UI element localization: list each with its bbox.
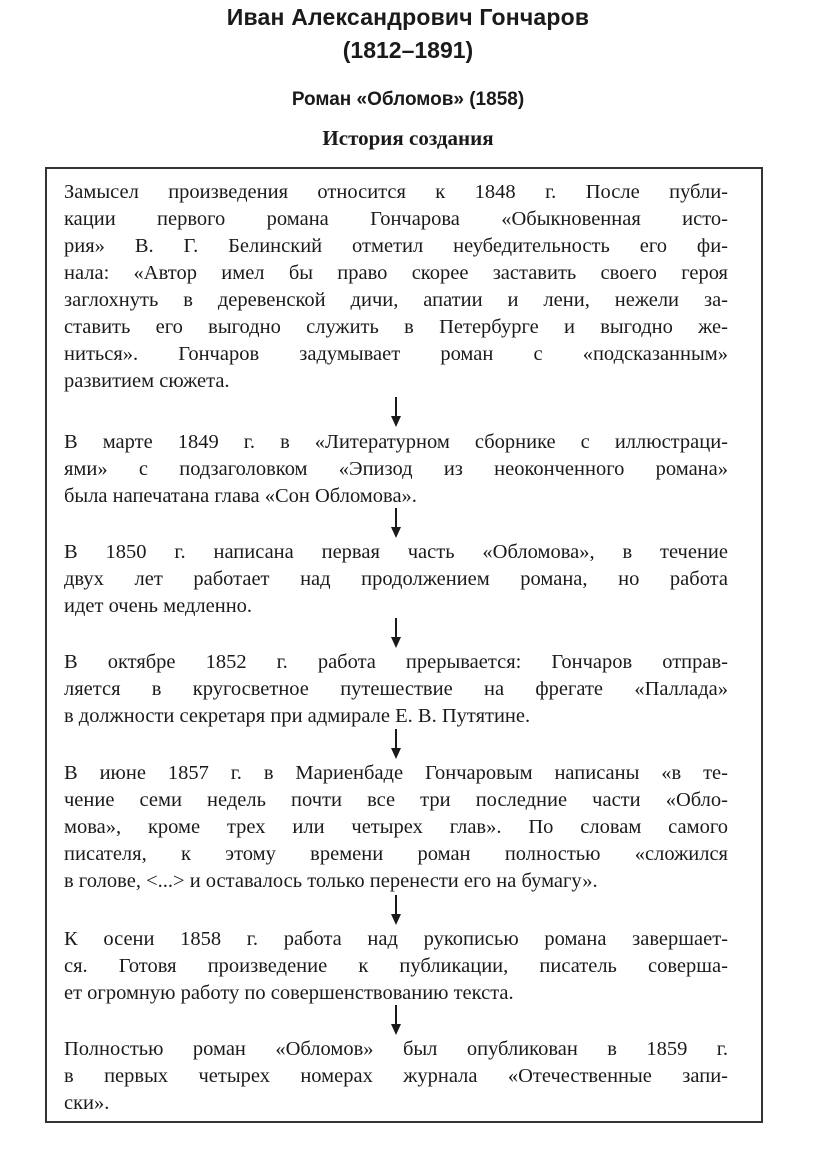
text-line: В марте 1849 г. в «Литературном сборнике с иллюстраци- [64,431,728,453]
text-line: ляется в кругосветное путешествие на фрегате «Паллада» [64,678,728,700]
text-line: рия» В. Г. Белинский отметил неубедительность его фи- [64,235,728,257]
down-arrow-icon [389,895,403,925]
down-arrow-icon [389,618,403,648]
text-line: идет очень медленно. [64,595,253,617]
text-line: Замысел произведения относится к 1848 г. После публи- [64,181,728,203]
timeline-step-1858 [64,926,728,1007]
text-line: была напечатана глава «Сон Обломова». [64,485,417,507]
down-arrow-icon [389,397,403,427]
timeline-step-1852 [64,649,728,730]
text-line: нала: «Автор имел бы право скорее заставить своего героя [64,262,728,284]
novel-title: Роман «Обломов» (1858) [291,89,525,110]
text-line: ниться». Гончаров задумывает роман с «подсказанным» [64,343,728,365]
timeline-step-1857 [64,760,728,895]
text-line: писателя, к этому времени роман полностью «сложился [64,843,728,865]
text-line: В июне 1857 г. в Мариенбаде Гончаровым написаны «в те- [64,762,728,784]
text-line: Полностью роман «Обломов» был опубликован в 1859 г. [64,1038,728,1060]
timeline-step-1859 [64,1036,728,1117]
author-years: (1812–1891) [342,37,474,63]
timeline-step-1850 [64,539,728,620]
text-line: ями» с подзаголовком «Эпизод из неоконченного романа» [64,458,728,480]
text-line: развитием сюжета. [64,370,230,392]
text-line: ставить его выгодно служить в Петербурге и выгодно же- [64,316,728,338]
text-line: кации первого романа Гончарова «Обыкновенная исто- [64,208,728,230]
text-line: двух лет работает над продолжением романа, но работа [64,568,728,590]
author-name: Иван Александрович Гончаров [226,4,590,30]
section-title: История создания [322,126,494,150]
text-line: К осени 1858 г. работа над рукописью романа завершает- [64,928,728,950]
down-arrow-icon [389,1005,403,1035]
timeline-step-1849 [64,429,728,510]
text-line: ет огромную работу по совершенствованию текста. [64,982,514,1004]
text-line: мова», кроме трех или четырех глав». По словам самого [64,816,728,838]
text-line: в должности секретаря при адмирале Е. В. Путятине. [64,705,531,727]
text-line: заглохнуть в деревенской дичи, апатии и лени, нежели за- [64,289,728,311]
down-arrow-icon [389,729,403,759]
text-line: В 1850 г. написана первая часть «Обломова», в течение [64,541,728,563]
text-line: В октябре 1852 г. работа прерывается: Гончаров отправ- [64,651,728,673]
text-line: в первых четырех номерах журнала «Отечественные запи- [64,1065,728,1087]
text-line: ся. Готовя произведение к публикации, писатель соверша- [64,955,728,977]
text-line: чение семи недель почти все три последние части «Обло- [64,789,728,811]
down-arrow-icon [389,508,403,538]
timeline-step-1848 [64,179,728,395]
text-line: ски». [64,1092,110,1114]
text-line: в голове, <...> и оставалось только перенести его на бумагу». [64,870,598,892]
